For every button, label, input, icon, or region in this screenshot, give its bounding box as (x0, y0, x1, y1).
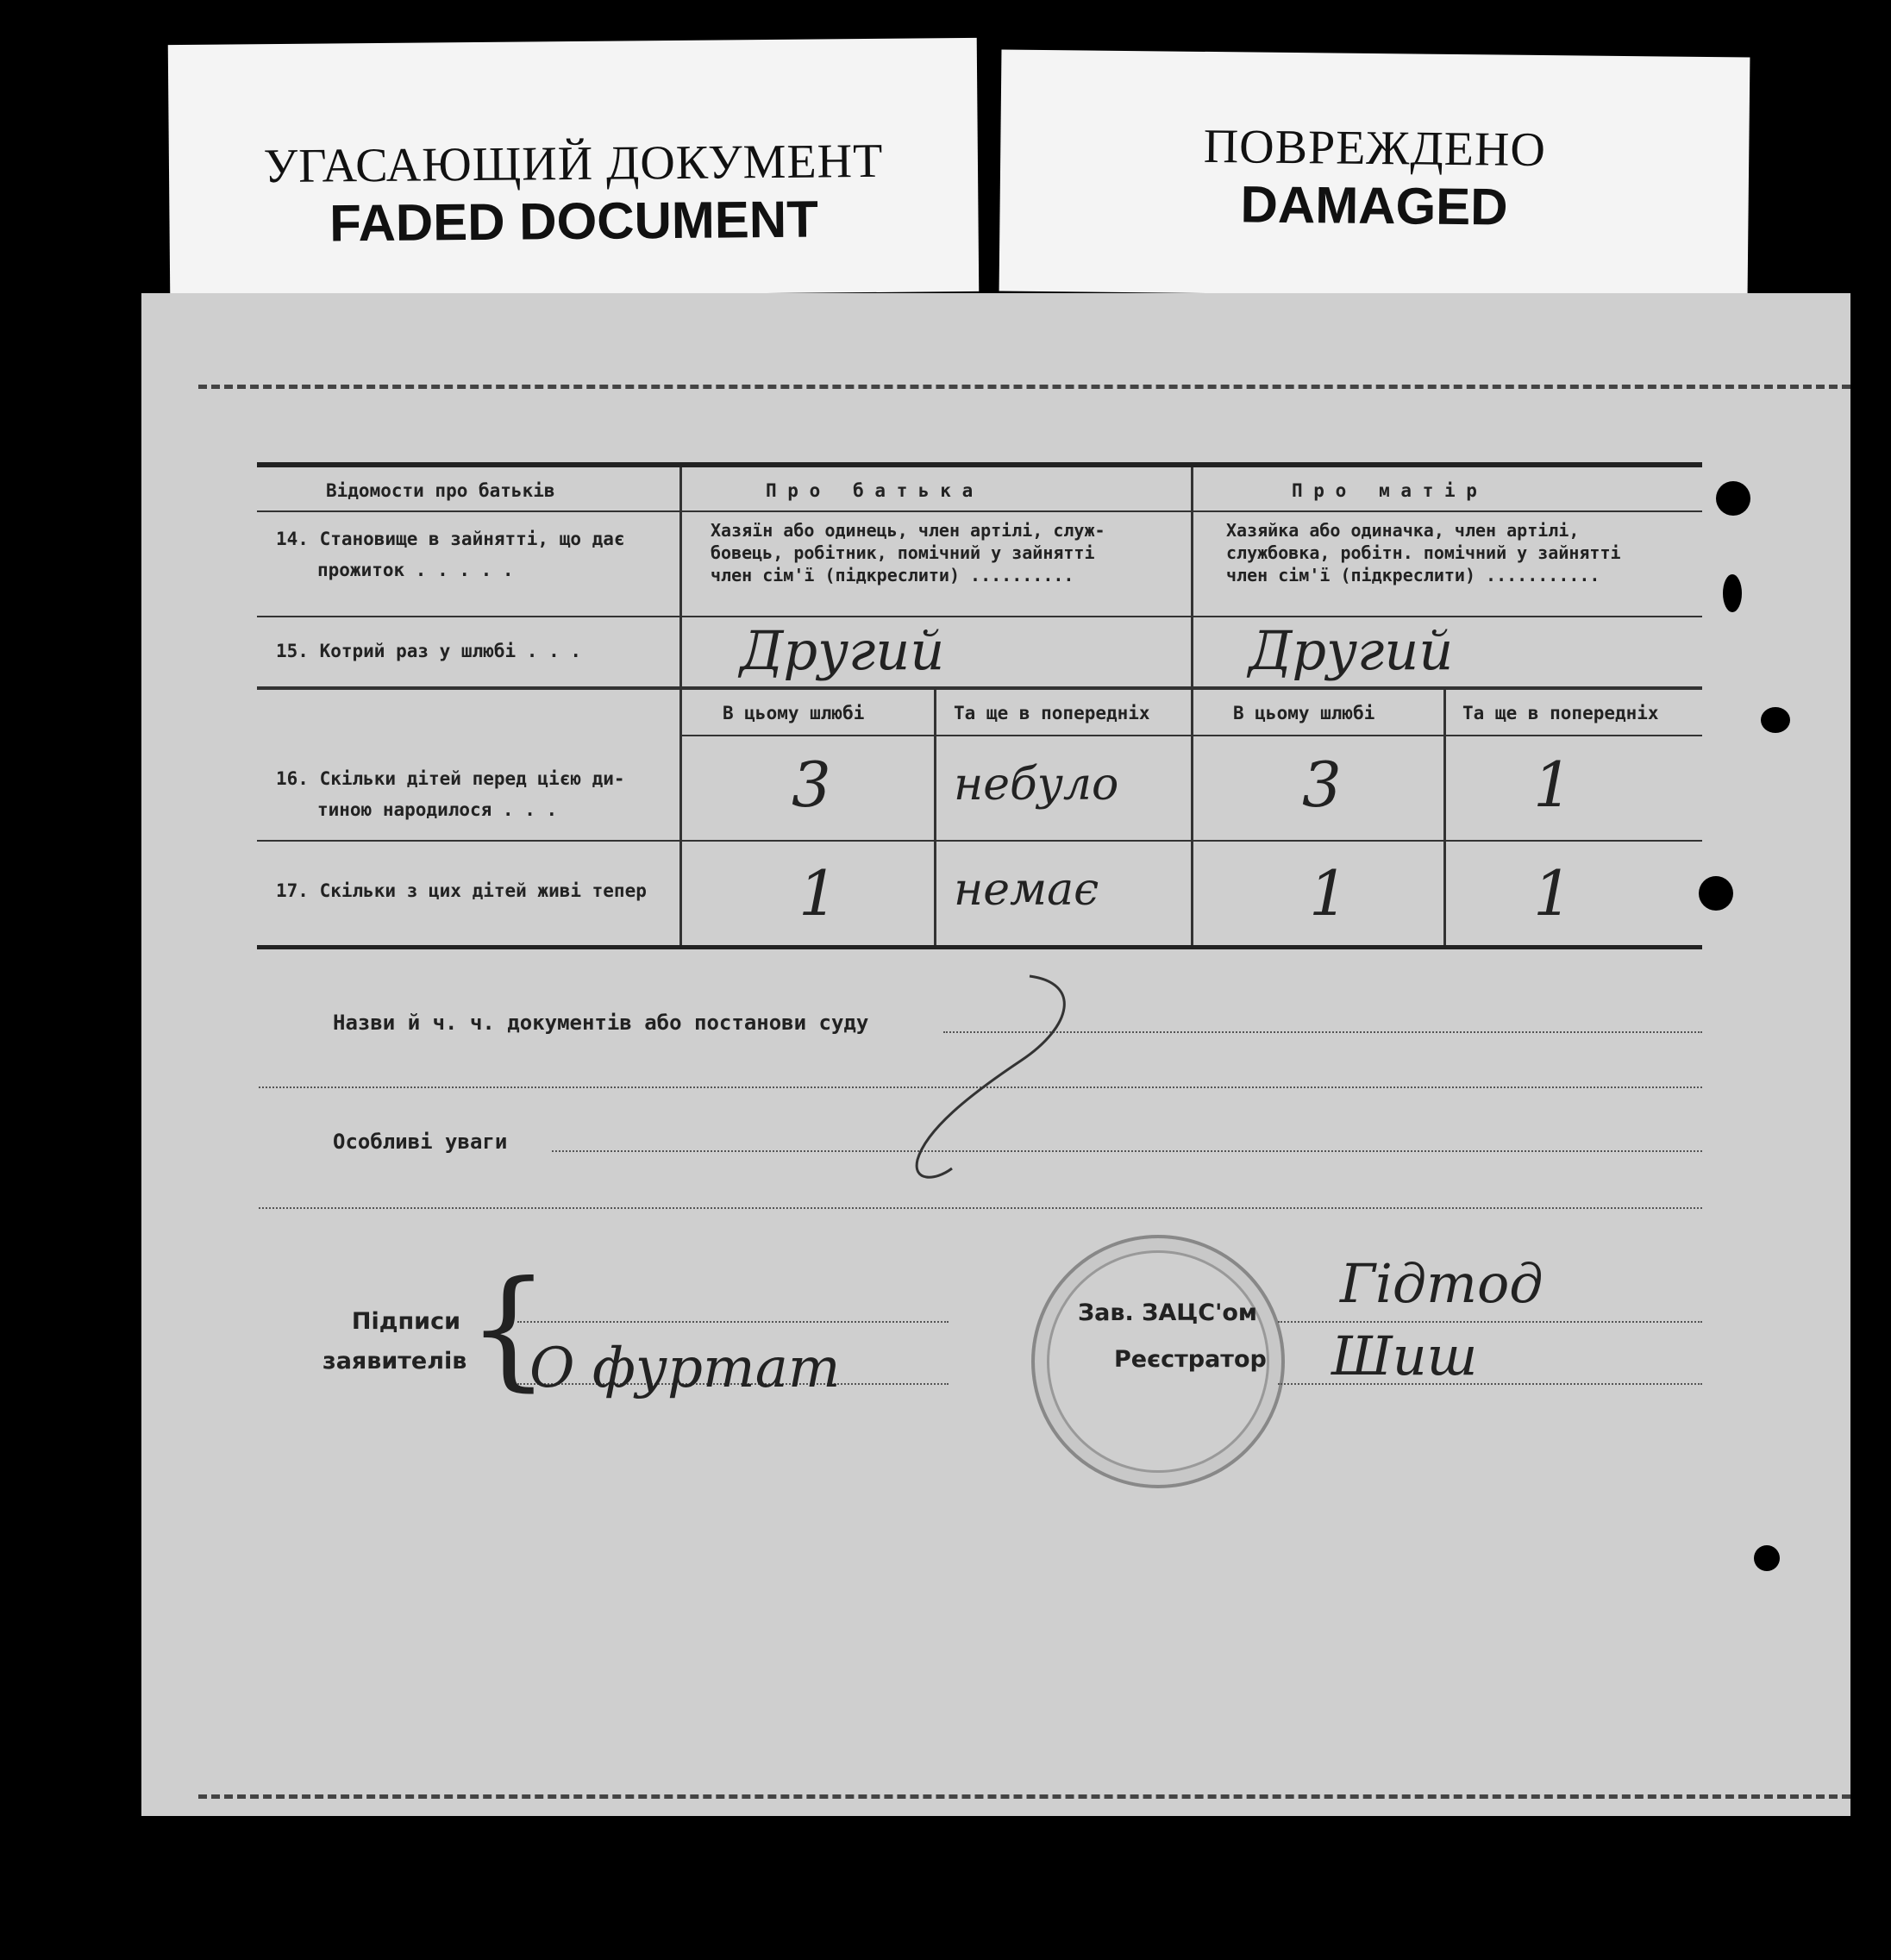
table-divider (934, 688, 936, 945)
header-father: П р о б а т ь к а (766, 480, 974, 501)
table-divider (1191, 467, 1193, 945)
faded-flag-en: FADED DOCUMENT (329, 190, 819, 253)
row17-label: 17. Скільки з цих дітей живі тепер (276, 880, 647, 901)
applicant-signature: О фуртат (529, 1337, 841, 1400)
row14-mother-line1: Хазяйка або одиначка, член артілі, (1226, 520, 1580, 541)
perforation-top (198, 385, 1850, 389)
subheader-father-prev: Та ще в попередніх (954, 703, 1150, 723)
row16-father-prev: небуло (954, 759, 1119, 811)
row15-mother-value: Другий (1249, 619, 1454, 682)
subheader-mother-this: В цьому шлюбі (1233, 703, 1375, 723)
damaged-flag-ru: ПОВРЕЖДЕНО (1203, 119, 1547, 178)
perforation-bottom (198, 1794, 1850, 1799)
applicants-brace: { (467, 1254, 550, 1404)
table-rule (257, 616, 1702, 617)
applicants-label-line2: заявителів (322, 1348, 467, 1375)
row16-mother-this: 3 (1302, 748, 1342, 821)
row14-mother-line3: член сім'ї (підкреслити) ........... (1226, 565, 1600, 585)
row15-label: 15. Котрий раз у шлюбі . . . (276, 641, 582, 661)
table-rule (257, 840, 1702, 842)
zags-head-label: Зав. ЗАЦС'ом (1078, 1299, 1257, 1326)
header-mother: П р о м а т і р (1292, 480, 1477, 501)
table-rule (257, 686, 1702, 690)
row17-father-prev: немає (954, 864, 1099, 916)
applicant-line-1 (517, 1321, 949, 1323)
zags-head-line (1278, 1321, 1702, 1323)
table-rule (257, 510, 1702, 512)
row14-label-line2: прожиток . . . . . (317, 560, 514, 580)
punch-hole (1723, 574, 1742, 612)
row17-mother-this: 1 (1309, 857, 1349, 930)
damaged-flag (999, 49, 1750, 298)
row14-mother-line2: службовка, робітн. помічний у зайнятті (1226, 542, 1621, 563)
row17-father-this: 1 (798, 857, 838, 930)
damaged-flag-en: DAMAGED (1240, 175, 1508, 236)
table-divider (679, 467, 682, 945)
header-parents: Відомости про батьків (326, 480, 555, 501)
remarks-line-2 (259, 1207, 1702, 1209)
remarks-label: Особливі уваги (333, 1130, 508, 1154)
table-rule (679, 735, 1702, 736)
punch-hole (1761, 707, 1790, 733)
faded-document-flag (168, 38, 980, 298)
subheader-father-this: В цьому шлюбі (723, 703, 865, 723)
row16-label-line1: 16. Скільки дітей перед цією ди- (276, 768, 625, 789)
punch-hole (1716, 481, 1750, 516)
registrar-label: Реєстратор (1114, 1346, 1267, 1373)
row14-label-line1: 14. Становище в зайнятті, що дає (276, 529, 625, 549)
punch-hole (1699, 876, 1733, 911)
zags-head-signature: Гідтод (1340, 1252, 1543, 1315)
parents-info-table (257, 462, 1702, 949)
row17-mother-prev: 1 (1533, 857, 1573, 930)
documents-label: Назви й ч. ч. документів або постанови суду (333, 1011, 869, 1035)
document-sheet (141, 293, 1850, 1816)
row14-father-line2: бовець, робітник, помічний у зайнятті (711, 542, 1095, 563)
row14-father-line1: Хазяїн або одинець, член артілі, служ- (711, 520, 1105, 541)
crossout-stroke (900, 966, 1090, 1190)
subheader-mother-prev: Та ще в попередніх (1462, 703, 1659, 723)
applicants-label-line1: Підписи (351, 1308, 460, 1335)
row14-father-line3: член сім'ї (підкреслити) .......... (711, 565, 1074, 585)
punch-hole (1754, 1545, 1780, 1571)
row15-father-value: Другий (740, 619, 945, 682)
row16-mother-prev: 1 (1533, 748, 1573, 821)
table-divider (1443, 688, 1446, 945)
row16-label-line2: тиною народилося . . . (317, 799, 558, 820)
row16-father-this: 3 (792, 748, 831, 821)
faded-flag-ru: УГАСАЮЩИЙ ДОКУМЕНТ (263, 134, 884, 194)
remarks-line (552, 1150, 1702, 1152)
registrar-signature: Шиш (1331, 1324, 1478, 1387)
